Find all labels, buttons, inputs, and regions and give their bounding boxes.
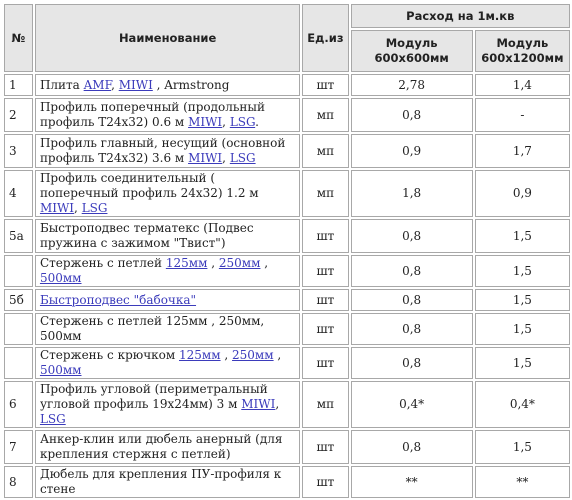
product-link[interactable]: AMF — [83, 77, 112, 92]
name-text: Стержень с крючком — [39, 348, 179, 362]
name-text: . — [255, 115, 259, 129]
table-row — [4, 289, 570, 311]
row-unit: шт — [302, 430, 348, 464]
row-number: 7 — [4, 430, 33, 464]
row-value-600x1200: 1,5 — [475, 313, 570, 345]
name-text: , — [273, 348, 282, 362]
row-value-600x600: 0,8 — [351, 430, 473, 464]
name-text: , — [74, 201, 82, 215]
name-text: Профиль угловой (периметральный угловой профиль 19х24мм) 3 м — [39, 382, 268, 411]
name-text: , — [260, 256, 269, 270]
row-value-600x1200: 1,7 — [475, 134, 570, 168]
row-unit: шт — [302, 74, 348, 96]
row-value-600x1200: 1,5 — [475, 347, 570, 379]
header-number: № — [4, 4, 33, 72]
row-name — [35, 74, 300, 96]
row-unit: шт — [302, 347, 348, 379]
table-row — [4, 381, 570, 428]
name-text: , — [275, 397, 280, 411]
row-number — [4, 313, 33, 345]
row-name — [35, 381, 300, 428]
spec-table — [2, 2, 572, 500]
row-unit: шт — [302, 313, 348, 345]
row-value-600x1200: 1,5 — [475, 430, 570, 464]
row-name — [35, 289, 300, 311]
row-value-600x600: 0,9 — [351, 134, 473, 168]
row-number: 5а — [4, 219, 33, 253]
row-value-600x1200: - — [475, 98, 570, 132]
name-text: Стержень с петлей 125мм , 250мм, 500мм — [39, 314, 265, 343]
row-name — [35, 466, 300, 498]
product-link[interactable]: LSG — [81, 201, 108, 215]
row-value-600x1200: 0,9 — [475, 170, 570, 217]
name-text: Стержень с петлей — [39, 256, 166, 270]
row-number: 6 — [4, 381, 33, 428]
product-link[interactable]: 500мм — [39, 363, 82, 377]
header-unit: Ед.из — [302, 4, 348, 72]
row-value-600x1200: 1,5 — [475, 255, 570, 287]
row-number — [4, 255, 33, 287]
table-row — [4, 466, 570, 498]
table-row — [4, 134, 570, 168]
row-number: 1 — [4, 74, 33, 96]
name-text: , Armstrong — [152, 77, 230, 92]
product-link[interactable]: MIWI — [241, 397, 276, 411]
table-body — [4, 74, 570, 498]
row-value-600x600: 0,8 — [351, 313, 473, 345]
header-module-b — [475, 30, 570, 72]
row-value-600x600: 1,8 — [351, 170, 473, 217]
product-link[interactable]: Быстроподвес "бабочка" — [39, 292, 197, 307]
row-unit: шт — [302, 255, 348, 287]
table-row — [4, 74, 570, 96]
table-row — [4, 98, 570, 132]
row-name — [35, 134, 300, 168]
name-text: Быстроподвес терматекс (Подвес пружина с зажимом "Твист") — [39, 221, 254, 250]
row-name — [35, 347, 300, 379]
product-link[interactable]: 250мм — [218, 256, 261, 270]
row-value-600x600: 0,8 — [351, 98, 473, 132]
row-unit: мп — [302, 98, 348, 132]
product-link[interactable]: 125мм — [165, 256, 208, 270]
table-row — [4, 347, 570, 379]
header-module-b-line2: 600х1200мм — [481, 51, 564, 65]
row-number: 5б — [4, 289, 33, 311]
row-unit: мп — [302, 381, 348, 428]
product-link[interactable]: 125мм — [179, 348, 221, 362]
row-value-600x600: 0,8 — [351, 347, 473, 379]
row-unit: мп — [302, 170, 348, 217]
product-link[interactable]: 500мм — [39, 271, 82, 285]
row-unit: шт — [302, 289, 348, 311]
row-number: 4 — [4, 170, 33, 217]
row-value-600x600: 2,78 — [351, 74, 473, 96]
row-value-600x1200: ** — [475, 466, 570, 498]
row-value-600x600: 0,8 — [351, 219, 473, 253]
product-link[interactable]: LSG — [229, 151, 256, 165]
row-number — [4, 347, 33, 379]
row-value-600x1200: 1,4 — [475, 74, 570, 96]
name-text: Профиль главный, несущий (основной профиль Т24х32) 3.6 м — [39, 136, 286, 165]
header-module-a — [351, 30, 473, 72]
name-text: Плита — [39, 77, 84, 92]
row-unit: мп — [302, 134, 348, 168]
name-text: Анкер-клин или дюбель анерный (для крепления стержня с петлей) — [39, 432, 283, 461]
row-number: 2 — [4, 98, 33, 132]
row-value-600x600: 0,4* — [351, 381, 473, 428]
name-text: Профиль поперечный (продольный профиль Т24х32) 0.6 м — [39, 100, 265, 129]
product-link[interactable]: MIWI — [188, 151, 223, 165]
row-value-600x600: 0,8 — [351, 255, 473, 287]
row-unit: шт — [302, 219, 348, 253]
product-link[interactable]: 250мм — [232, 348, 274, 362]
row-name — [35, 170, 300, 217]
header-row-top — [4, 4, 570, 28]
table-row — [4, 170, 570, 217]
name-text: , — [111, 77, 119, 92]
row-name — [35, 219, 300, 253]
row-number: 3 — [4, 134, 33, 168]
row-name — [35, 313, 300, 345]
row-name — [35, 430, 300, 464]
header-module-a-line2: 600х600мм — [374, 51, 449, 65]
row-unit: шт — [302, 466, 348, 498]
row-value-600x1200: 1,5 — [475, 219, 570, 253]
table-row — [4, 430, 570, 464]
row-value-600x1200: 1,5 — [475, 289, 570, 311]
name-text: , — [222, 151, 230, 165]
row-value-600x1200: 0,4* — [475, 381, 570, 428]
row-value-600x600: ** — [351, 466, 473, 498]
row-number: 8 — [4, 466, 33, 498]
name-text: , — [207, 256, 219, 270]
product-link[interactable]: MIWI — [39, 201, 75, 215]
product-link[interactable]: LSG — [39, 412, 66, 426]
table-row — [4, 219, 570, 253]
name-text: Профиль соединительный ( поперечный профиль 24х32) 1.2 м — [39, 171, 259, 200]
name-text: , — [222, 115, 230, 129]
row-name — [35, 255, 300, 287]
header-module-a-line1: Модуль — [385, 36, 438, 50]
header-module-b-line1: Модуль — [496, 36, 549, 50]
table-row — [4, 255, 570, 287]
product-link[interactable]: MIWI — [188, 115, 223, 129]
table-row — [4, 313, 570, 345]
name-text: Дюбель для крепления ПУ-профиля к стене — [39, 467, 282, 496]
product-link[interactable]: LSG — [229, 115, 256, 129]
product-link[interactable]: MIWI — [118, 77, 153, 92]
header-expense: Расход на 1м.кв — [351, 4, 570, 28]
row-name — [35, 98, 300, 132]
row-value-600x600: 0,8 — [351, 289, 473, 311]
name-text: , — [220, 348, 233, 362]
header-name: Наименование — [35, 4, 300, 72]
